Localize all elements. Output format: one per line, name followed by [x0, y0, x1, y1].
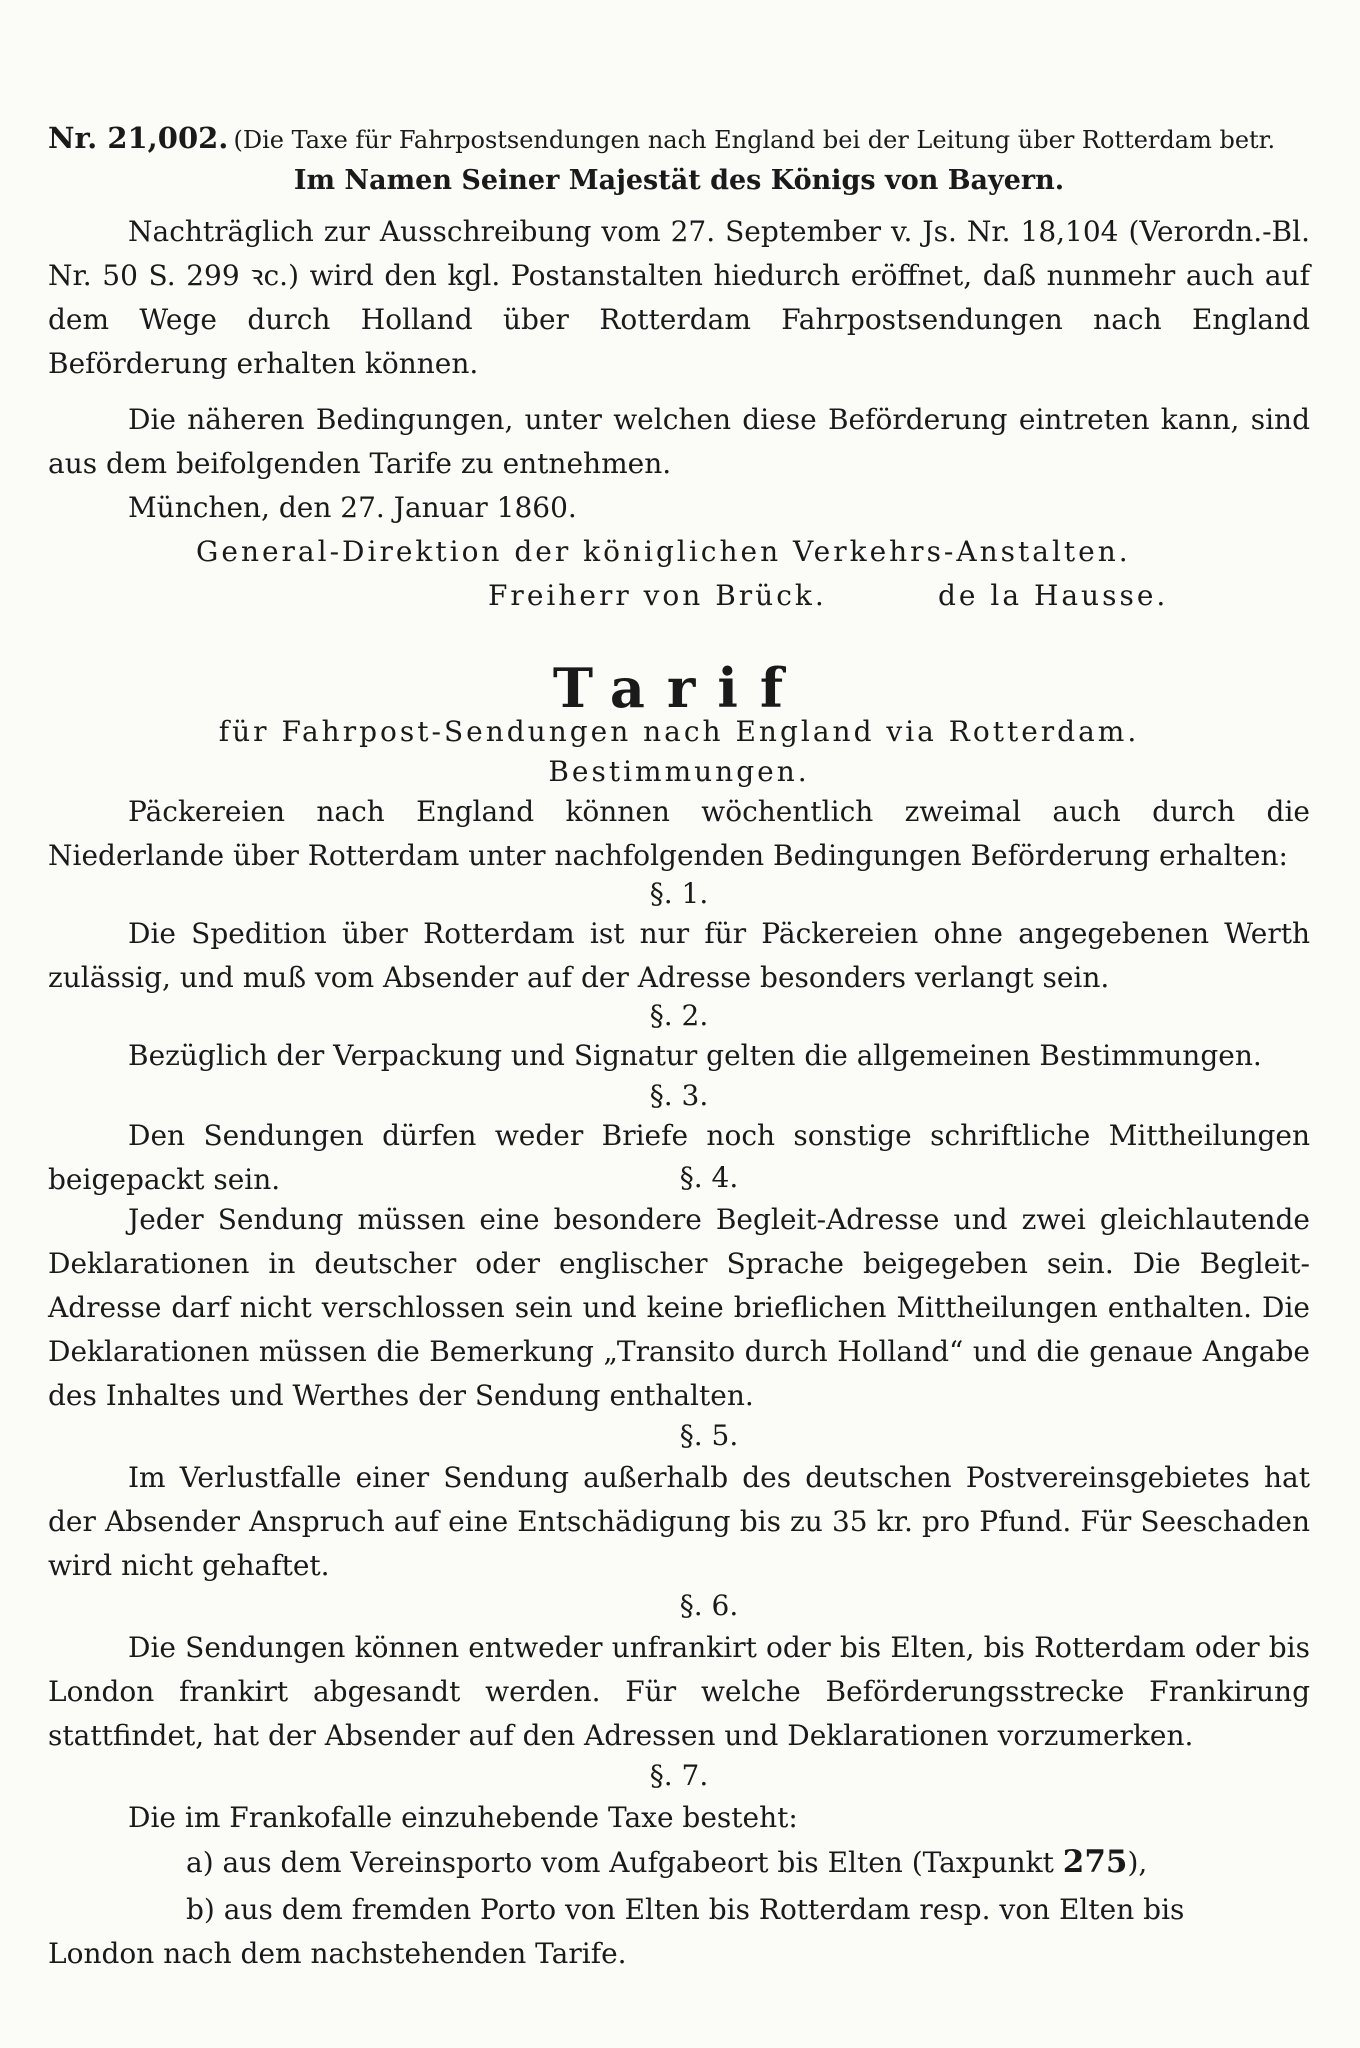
- paragraph-text: Die Sendungen können entweder unfrankirt oder bis Elten, bis Rotterdam oder bis London frankirt abgesandt werden. Für welche Beförderungsstrecke Frankirung stattfindet, hat der Absender auf den Adressen und Deklarationen vorzumerken.: [48, 1631, 1310, 1752]
- ordinance-number: Nr. 21,002.: [48, 121, 229, 155]
- item-text: aus dem Vereinsporto vom Aufgabeort bis Elten (Taxpunkt: [222, 1846, 1054, 1879]
- paragraph-text: Im Verlustfalle einer Sendung außerhalb des deutschen Postvereinsgebietes hat der Absender Anspruch auf eine Entschädigung bis zu 35 kr. pro Pfund. Für Seeschaden wird nicht gehaftet.: [48, 1461, 1310, 1582]
- paragraph-mark: §. 7.: [649, 1759, 709, 1792]
- paragraph-text: Die Spedition über Rotterdam ist nur für Päckereien ohne angegebenen Werth zulässig, und muß vom Absender auf der Adresse besonders verlangt sein.: [48, 917, 1310, 994]
- item-label: a): [186, 1846, 214, 1879]
- item-label: b): [186, 1893, 215, 1926]
- signature-left: Freiherr von Brück.: [488, 579, 827, 612]
- list-item: [48, 1888, 1310, 1932]
- paragraph-text: Die im Frankofalle einzuhebende Taxe besteht:: [128, 1801, 798, 1834]
- paragraph-mark: §. 4.: [679, 1161, 739, 1194]
- list-item: [48, 1840, 1310, 1885]
- paragraph-text: Bezüglich der Verpackung und Signatur gelten die allgemeinen Bestimmungen.: [128, 1039, 1262, 1072]
- item-suffix: ),: [1127, 1846, 1148, 1879]
- paragraph-mark: §. 1.: [649, 877, 709, 910]
- tariff-subtitle: für Fahrpost-Sendungen nach England via Rotterdam.: [218, 715, 1140, 748]
- signature-right: de la Hausse.: [938, 579, 1169, 612]
- paragraph-text: Jeder Sendung müssen eine besondere Begleit-Adresse und zwei gleichlautende Deklarationen in deutscher oder englischer Sprache beigegeben sein. Die Begleit-Adresse darf nicht verschlossen sein und keine brieflichen Mittheilungen enthalten. Die Deklarationen müssen die Bemerkung „Transito durch Holland“ und die genaue Angabe des Inhaltes und Werthes der Sendung enthalten.: [48, 1203, 1310, 1412]
- intro-paragraph-1: Nachträglich zur Ausschreibung vom 27. September v. Js. Nr. 18,104 (Verordn.-Bl. Nr. 50 S. 299 ꝛc.) wird den kgl. Postanstalten hiedurch eröffnet, daß nunmehr auch auf dem Wege durch Holland über Rotterdam Fahrpostsendungen nach England Beförderung erhalten können.: [48, 215, 1310, 380]
- issuing-authority: General-Direktion der königlichen Verkehrs-Anstalten.: [196, 535, 1131, 568]
- list-item-continuation: London nach dem nachstehenden Tarife.: [48, 1937, 627, 1970]
- section-heading: Bestimmungen.: [548, 755, 810, 788]
- paragraph-mark: §. 3.: [649, 1079, 709, 1112]
- ordinance-subject: (Die Taxe für Fahrpostsendungen nach England bei der Leitung über Rotterdam betr.: [233, 126, 1276, 154]
- intro-paragraph-2: Die näheren Bedingungen, unter welchen diese Beförderung eintreten kann, sind aus dem beifolgenden Tarife zu entnehmen.: [48, 403, 1310, 480]
- item-text: aus dem fremden Porto von Elten bis Rotterdam resp. von Elten bis: [223, 1893, 1185, 1926]
- tariff-title: Tarif: [552, 656, 806, 720]
- taxpunkt-number: 275: [1062, 1844, 1128, 1880]
- paragraph-mark: §. 5.: [679, 1419, 739, 1452]
- paragraph-mark: §. 2.: [649, 999, 709, 1032]
- royal-formula: Im Namen Seiner Majestät des Königs von Bayern.: [293, 165, 1065, 196]
- tariff-preamble: Päckereien nach England können wöchentlich zweimal auch durch die Niederlande über Rotterdam unter nachfolgenden Bedingungen Beförderung erhalten:: [48, 795, 1310, 872]
- paragraph-mark: §. 6.: [679, 1589, 739, 1622]
- date-line: München, den 27. Januar 1860.: [128, 491, 577, 524]
- paragraph-text: Den Sendungen dürfen weder Briefe noch sonstige schriftliche Mittheilungen beigepackt sein.: [48, 1119, 1310, 1196]
- ordinance-header: [48, 120, 1310, 161]
